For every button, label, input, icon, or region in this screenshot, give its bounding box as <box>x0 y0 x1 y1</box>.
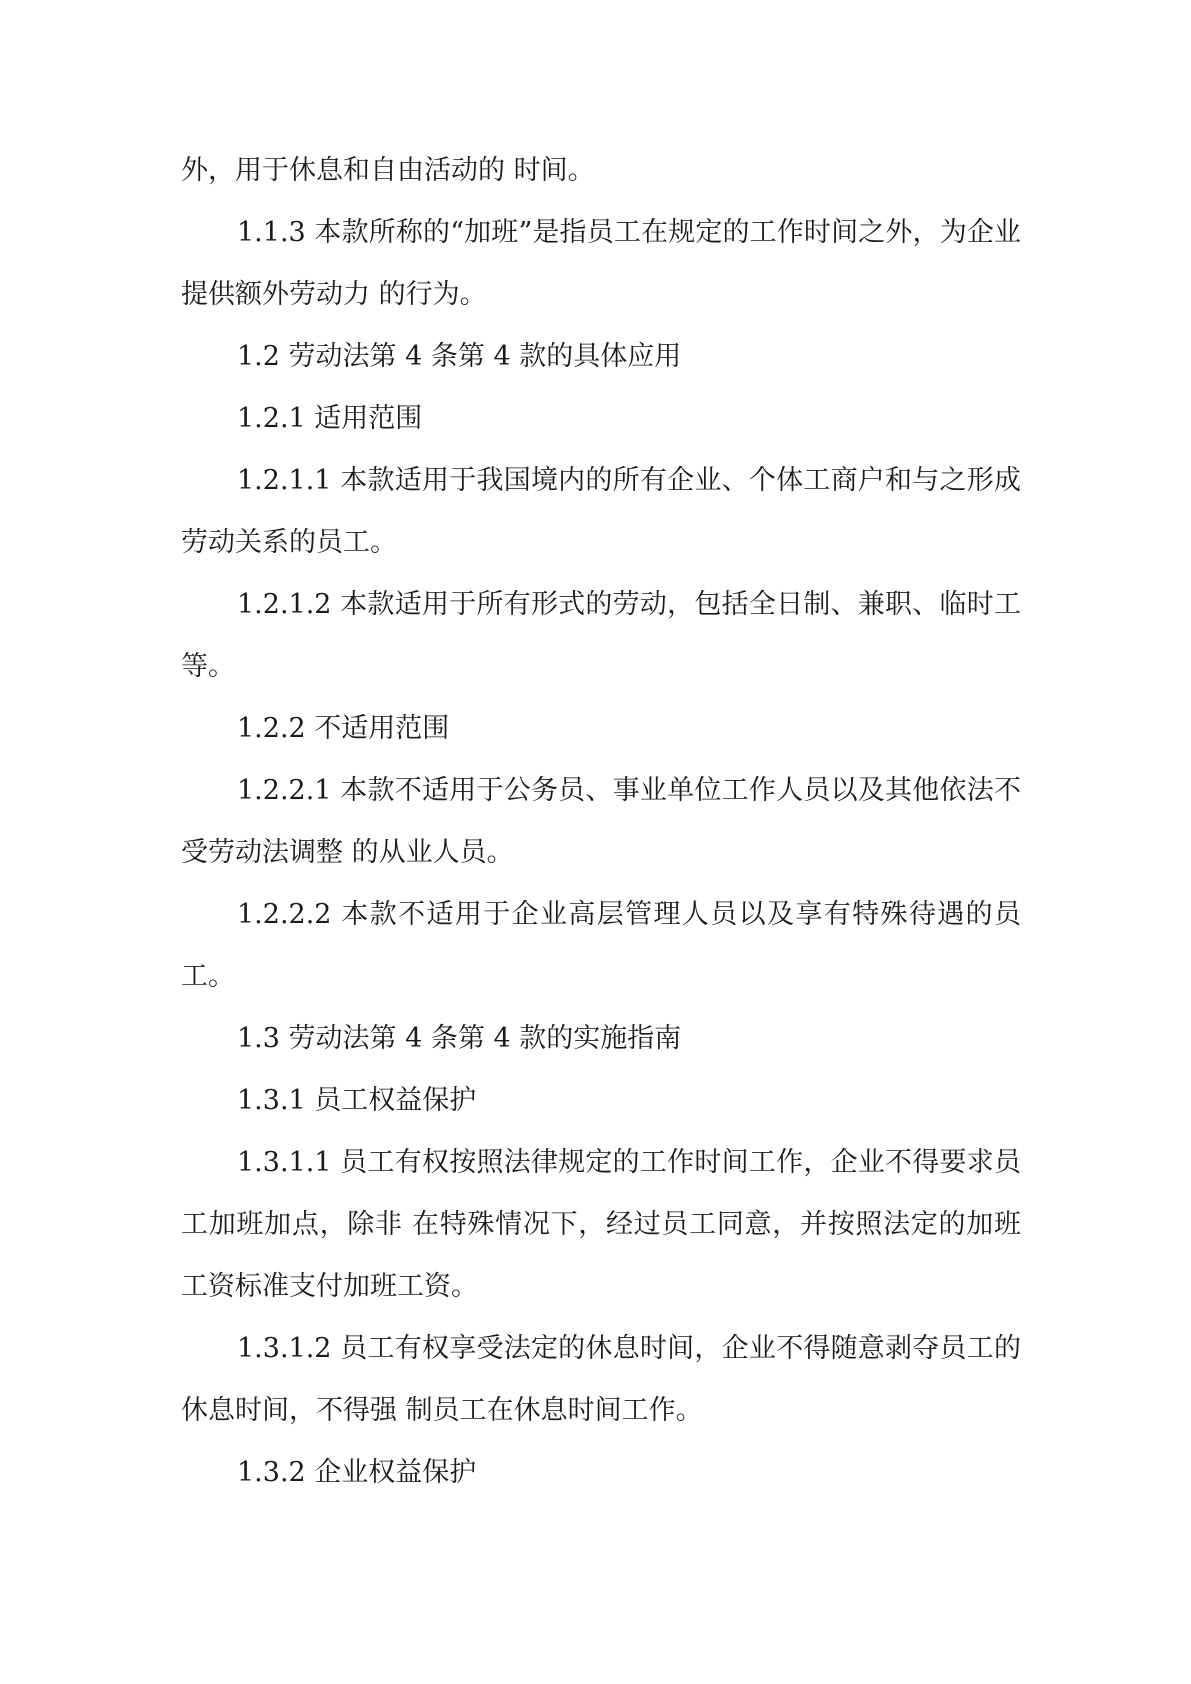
paragraph-1-2-1-2: 1.2.1.2 本款适用于所有形式的劳动，包括全日制、兼职、临时工等。 <box>181 589 1021 682</box>
heading-1-3-1: 1.3.1 员工权益保护 <box>237 1085 477 1116</box>
heading-1-3-2: 1.3.2 企业权益保护 <box>237 1457 477 1488</box>
paragraph-1-2-2-1: 1.2.2.1 本款不适用于公务员、事业单位工作人员以及其他依法不受劳动法调整 的从业人员。 <box>181 775 1021 868</box>
heading-1-3: 1.3 劳动法第 4 条第 4 款的实施指南 <box>237 1023 682 1054</box>
paragraph-1-2-1-1: 1.2.1.1 本款适用于我国境内的所有企业、个体工商户和与之形成劳动关系的员工。 <box>181 465 1021 558</box>
paragraph-1-2-2-2: 1.2.2.2 本款不适用于企业高层管理人员以及享有特殊待遇的员工。 <box>181 899 1021 992</box>
paragraph-1-3-1-1: 1.3.1.1 员工有权按照法律规定的工作时间工作，企业不得要求员工加班加点，除非 在特殊情况下，经过员工同意，并按照法定的加班工资标准支付加班工资。 <box>181 1147 1021 1302</box>
document-body <box>181 140 1021 1504</box>
heading-1-2: 1.2 劳动法第 4 条第 4 款的具体应用 <box>237 341 682 372</box>
paragraph-continuation: 外，用于休息和自由活动的 时间。 <box>181 155 595 186</box>
heading-1-2-2: 1.2.2 不适用范围 <box>237 713 450 744</box>
paragraph-1-1-3: 1.1.3 本款所称的“加班”是指员工在规定的工作时间之外，为企业提供额外劳动力 的行为。 <box>181 217 1021 310</box>
heading-1-2-1: 1.2.1 适用范围 <box>237 403 423 434</box>
paragraph-1-3-1-2: 1.3.1.2 员工有权享受法定的休息时间，企业不得随意剥夺员工的休息时间，不得强 制员工在休息时间工作。 <box>181 1333 1021 1426</box>
